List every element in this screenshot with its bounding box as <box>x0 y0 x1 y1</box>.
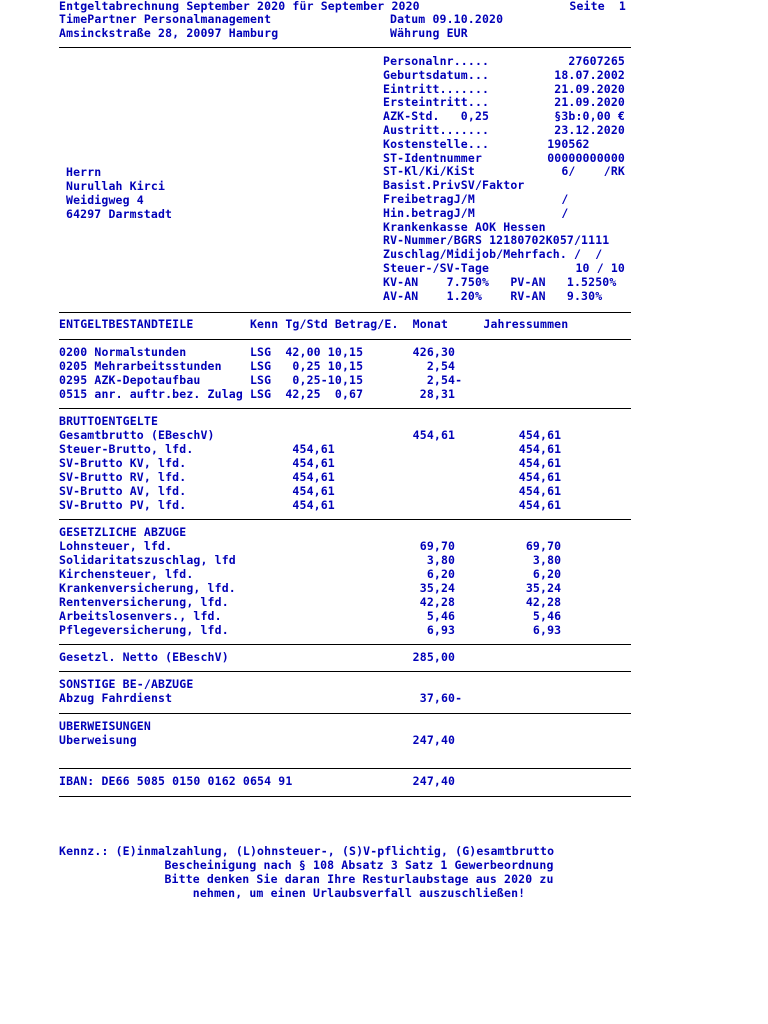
info-value: 23.12.2020 <box>554 123 625 137</box>
deduction-row: Kirchensteuer, lfd. 6,20 6,20 <box>59 567 562 581</box>
info-value: 6/ /RK <box>561 164 625 179</box>
info-label: Eintritt....... <box>383 81 490 96</box>
divider <box>59 796 631 797</box>
deduction-row: Rentenversicherung, lfd. 42,28 42,28 <box>59 595 562 609</box>
divider <box>59 339 631 340</box>
recipient-name: Nurullah Kirci <box>66 179 166 193</box>
brutto-row: SV-Brutto AV, lfd. 454,61 454,61 <box>59 484 562 498</box>
net-amount: Gesetzl. Netto (EBeschV) 285,00 <box>59 650 456 664</box>
company-name: TimePartner Personalmanagement <box>59 12 272 26</box>
brutto-row: Steuer-Brutto, lfd. 454,61 454,61 <box>59 442 562 456</box>
brutto-row: Gesamtbrutto (EBeschV) 454,61 454,61 <box>59 428 562 442</box>
info-value: / <box>561 192 625 206</box>
divider <box>59 671 631 672</box>
wage-item-row: 0515 anr. auftr.bez. Zulag LSG 42,25 0,67 28,31 <box>59 387 456 401</box>
currency: Währung EUR <box>390 26 468 40</box>
info-value: §3b:0,00 € <box>554 109 625 124</box>
info-label: AV-AN 1.20% RV-AN 9.30% <box>383 288 603 303</box>
divider <box>59 408 631 409</box>
info-value: 21.09.2020 <box>554 95 625 110</box>
section-title-brutto: BRUTTOENTGELTE <box>59 414 159 428</box>
document-date: Datum 09.10.2020 <box>390 12 504 26</box>
info-label: Basist.PrivSV/Faktor <box>383 178 525 193</box>
info-label: KV-AN 7.750% PV-AN 1.5250% <box>383 274 617 289</box>
footer-legend: Kennz.: (E)inmalzahlung, (L)ohnsteuer-, (S)V-pflichtig, (G)esamtbrutto <box>59 844 555 858</box>
page-number: Seite 1 <box>569 0 626 13</box>
recipient-salutation: Herrn <box>66 165 102 179</box>
info-label: RV-Nummer/BGRS 12180702K057/1111 <box>383 233 610 248</box>
section-title-deductions: GESETZLICHE ABZUGE <box>59 525 187 539</box>
info-value: 00000000000 <box>547 150 625 165</box>
brutto-row: SV-Brutto KV, lfd. 454,61 454,61 <box>59 456 562 470</box>
divider <box>59 519 631 520</box>
deduction-row: Pflegeversicherung, lfd. 6,93 6,93 <box>59 623 562 637</box>
deduction-row: Solidaritatszuschlag, lfd 3,80 3,80 <box>59 553 562 567</box>
info-value: 18.07.2002 <box>554 67 625 82</box>
section-title-other: SONSTIGE BE-/ABZUGE <box>59 677 194 691</box>
deduction-row: Krankenversicherung, lfd. 35,24 35,24 <box>59 581 562 595</box>
info-label: FreibetragJ/M <box>383 192 475 206</box>
info-label: Personalnr..... <box>383 54 490 68</box>
transfer-row: Uberweisung 247,40 <box>59 733 456 747</box>
recipient-street: Weidigweg 4 <box>66 193 144 207</box>
wage-item-row: 0200 Normalstunden LSG 42,00 10,15 426,30 <box>59 345 456 359</box>
info-label: AZK-Std. 0,25 <box>383 109 490 124</box>
recipient-city: 64297 Darmstadt <box>66 207 173 221</box>
table-header: ENTGELTBESTANDTEILE Kenn Tg/Std Betrag/E. Monat Jahressummen <box>59 317 569 331</box>
info-label: ST-Identnummer <box>383 150 483 165</box>
deduction-row: Lohnsteuer, lfd. 69,70 69,70 <box>59 539 562 553</box>
info-value: 10 / 10 <box>575 261 625 275</box>
footer-certificate: Bescheinigung nach § 108 Absatz 3 Satz 1 Gewerbeordnung <box>164 858 554 872</box>
divider <box>59 713 631 714</box>
company-address: Amsinckstraße 28, 20097 Hamburg <box>59 26 279 40</box>
brutto-row: SV-Brutto PV, lfd. 454,61 454,61 <box>59 498 562 512</box>
divider <box>59 644 631 645</box>
info-label: Hin.betragJ/M <box>383 205 475 220</box>
info-label: Krankenkasse AOK Hessen <box>383 219 546 234</box>
footer-vacation-note: Bitte denken Sie daran Ihre Resturlaubstage aus 2020 zu <box>164 872 554 886</box>
deduction-row: Arbeitslosenvers., lfd. 5,46 5,46 <box>59 609 562 623</box>
divider <box>59 312 631 313</box>
document-title: Entgeltabrechnung September 2020 für September 2020 <box>59 0 420 13</box>
divider <box>59 768 631 769</box>
wage-item-row: 0295 AZK-Depotaufbau LSG 0,25-10,15 2,54- <box>59 373 463 387</box>
brutto-row: SV-Brutto RV, lfd. 454,61 454,61 <box>59 470 562 484</box>
info-label: Geburtsdatum... <box>383 67 490 82</box>
info-label: Austritt....... <box>383 123 490 137</box>
info-value: / <box>561 205 625 220</box>
info-label: Ersteintritt... <box>383 95 490 110</box>
info-value: 21.09.2020 <box>554 81 625 96</box>
info-value: 190562 <box>547 136 625 151</box>
info-label: Steuer-/SV-Tage <box>383 261 490 275</box>
divider <box>59 47 631 48</box>
info-label: ST-Kl/Ki/KiSt <box>383 164 475 179</box>
info-label: Zuschlag/Midijob/Mehrfach. / / <box>383 247 603 262</box>
wage-item-row: 0205 Mehrarbeitsstunden LSG 0,25 10,15 2,54 <box>59 359 456 373</box>
info-label: Kostenstelle... <box>383 136 490 151</box>
info-value: 27607265 <box>568 54 625 68</box>
footer-vacation-note: nehmen, um einen Urlaubsverfall auszuschließen! <box>192 886 526 900</box>
other-deduction-row: Abzug Fahrdienst 37,60- <box>59 691 463 705</box>
iban-line: IBAN: DE66 5085 0150 0162 0654 91 247,40 <box>59 774 456 788</box>
section-title-transfers: UBERWEISUNGEN <box>59 719 151 733</box>
